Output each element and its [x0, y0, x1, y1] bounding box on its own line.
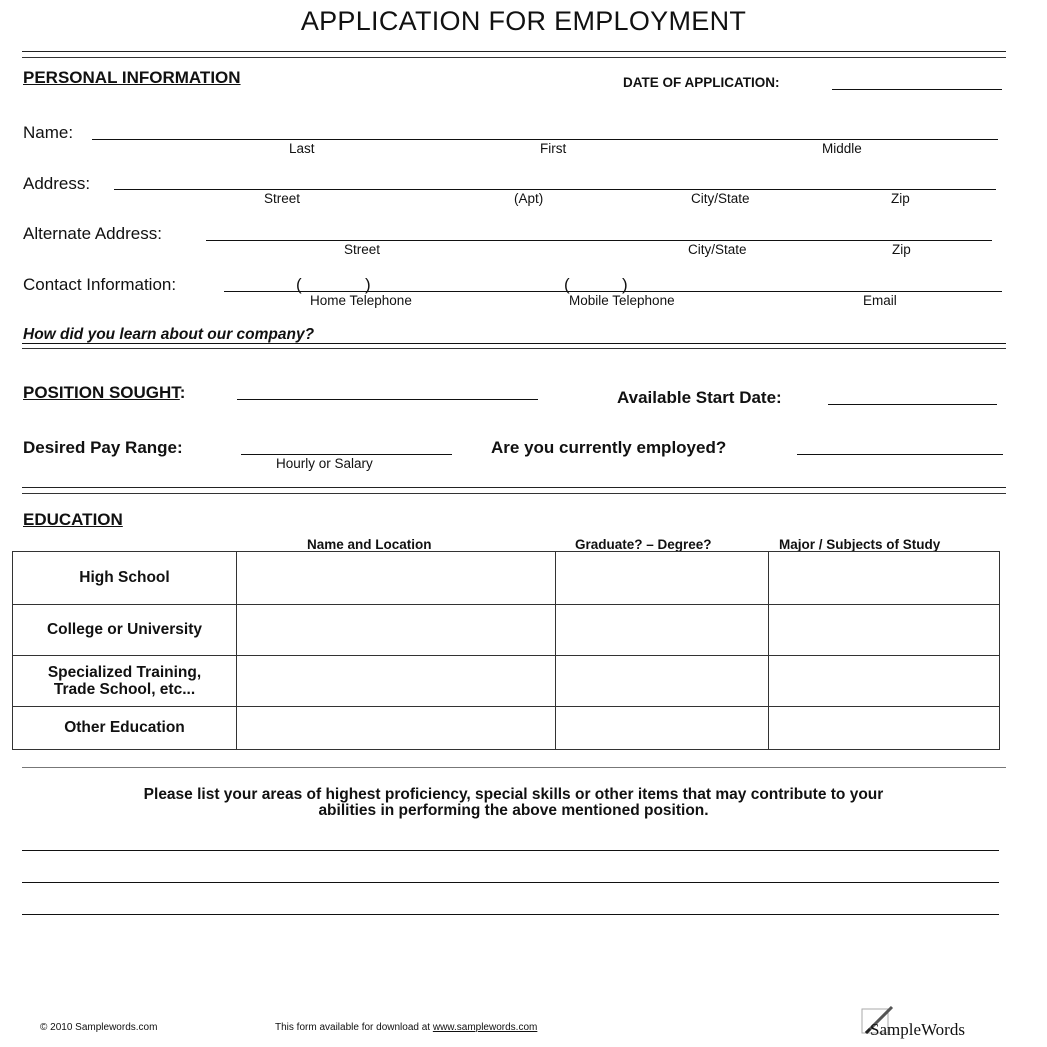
name-sub-first: First — [540, 141, 567, 156]
alt-address-sub-city: City/State — [688, 242, 747, 257]
learn-about-question: How did you learn about our company? — [23, 326, 315, 343]
address-sub-city: City/State — [691, 191, 750, 206]
name-sub-last: Last — [289, 141, 315, 156]
address-sub-street: Street — [264, 191, 301, 206]
contact-info-label: Contact Information: — [23, 275, 177, 294]
download-note — [275, 1022, 537, 1033]
desired-pay-field[interactable] — [241, 454, 452, 455]
edu-col-major: Major / Subjects of Study — [779, 537, 941, 552]
skills-line-1[interactable] — [22, 850, 999, 851]
currently-employed-label: Are you currently employed? — [491, 438, 727, 457]
table-row — [13, 552, 1000, 605]
divider — [22, 51, 1006, 52]
edu-cell-graduate-degree[interactable] — [556, 552, 769, 605]
name-sub-middle: Middle — [822, 141, 862, 156]
contact-info-field[interactable] — [224, 291, 1002, 292]
available-start-date-field[interactable] — [828, 404, 997, 405]
download-text: This form available for download at — [275, 1022, 433, 1033]
edu-cell-name-location[interactable] — [237, 707, 556, 750]
date-of-application-label: DATE OF APPLICATION: — [623, 75, 780, 90]
edu-cell-graduate-degree[interactable] — [556, 707, 769, 750]
divider — [22, 487, 1006, 488]
form-title: APPLICATION FOR EMPLOYMENT — [300, 6, 747, 36]
edu-row-label: College or University — [13, 605, 237, 656]
edu-cell-name-location[interactable] — [237, 552, 556, 605]
edu-row-label: High School — [13, 552, 237, 605]
home-phone-paren-close: ) — [365, 275, 371, 294]
divider — [22, 57, 1006, 58]
education-table — [12, 551, 1000, 750]
divider — [22, 348, 1006, 349]
address-sub-apt: (Apt) — [514, 191, 544, 206]
alternate-address-label: Alternate Address: — [23, 224, 162, 243]
contact-sub-email: Email — [863, 293, 897, 308]
position-sought-colon: : — [179, 383, 186, 402]
name-label: Name: — [23, 123, 74, 142]
education-heading: EDUCATION — [23, 510, 123, 529]
desired-pay-label: Desired Pay Range: — [23, 438, 183, 457]
edu-cell-name-location[interactable] — [237, 605, 556, 656]
alternate-address-field[interactable] — [206, 240, 992, 241]
home-phone-paren-open: ( — [296, 275, 302, 294]
mobile-phone-paren-open: ( — [564, 275, 570, 294]
edu-cell-name-location[interactable] — [237, 656, 556, 707]
edu-row-label: Specialized Training, Trade School, etc... — [13, 656, 237, 707]
name-field[interactable] — [92, 139, 998, 140]
skills-prompt-line1: Please list your areas of highest proficiency, special skills or other items that may contribute to your — [143, 786, 884, 803]
alt-address-sub-street: Street — [344, 242, 381, 257]
address-field[interactable] — [114, 189, 996, 190]
download-link[interactable]: www.samplewords.com — [432, 1022, 538, 1033]
edu-col-graduate-degree: Graduate? – Degree? — [575, 537, 712, 552]
edu-col-name-location: Name and Location — [307, 537, 432, 552]
divider — [22, 493, 1006, 494]
skills-line-2[interactable] — [22, 882, 999, 883]
skills-prompt-line2: abilities in performing the above mentioned position. — [318, 802, 709, 819]
mobile-phone-paren-close: ) — [622, 275, 628, 294]
position-sought-heading: POSITION SOUGHT — [23, 383, 180, 402]
contact-sub-home: Home Telephone — [310, 293, 412, 308]
edu-row-label: Other Education — [13, 707, 237, 750]
learn-about-field[interactable] — [22, 343, 1006, 344]
samplewords-logo: SampleWords — [870, 1020, 965, 1039]
table-row — [13, 605, 1000, 656]
personal-info-heading: PERSONAL INFORMATION — [23, 68, 241, 87]
edu-cell-major[interactable] — [769, 605, 1000, 656]
date-of-application-field[interactable] — [832, 89, 1002, 90]
contact-sub-mobile: Mobile Telephone — [569, 293, 675, 308]
edu-cell-major[interactable] — [769, 707, 1000, 750]
edu-cell-major[interactable] — [769, 656, 1000, 707]
currently-employed-field[interactable] — [797, 454, 1003, 455]
desired-pay-sub: Hourly or Salary — [276, 456, 373, 471]
edu-cell-graduate-degree[interactable] — [556, 656, 769, 707]
position-sought-label — [23, 383, 185, 403]
divider — [22, 767, 1006, 768]
copyright: © 2010 Samplewords.com — [40, 1022, 158, 1033]
edu-cell-major[interactable] — [769, 552, 1000, 605]
position-sought-field[interactable] — [237, 399, 538, 400]
address-sub-zip: Zip — [891, 191, 910, 206]
table-row — [13, 707, 1000, 750]
alt-address-sub-zip: Zip — [892, 242, 911, 257]
skills-line-3[interactable] — [22, 914, 999, 915]
address-label: Address: — [23, 174, 91, 193]
table-row — [13, 656, 1000, 707]
edu-cell-graduate-degree[interactable] — [556, 605, 769, 656]
available-start-date-label: Available Start Date: — [617, 388, 782, 407]
